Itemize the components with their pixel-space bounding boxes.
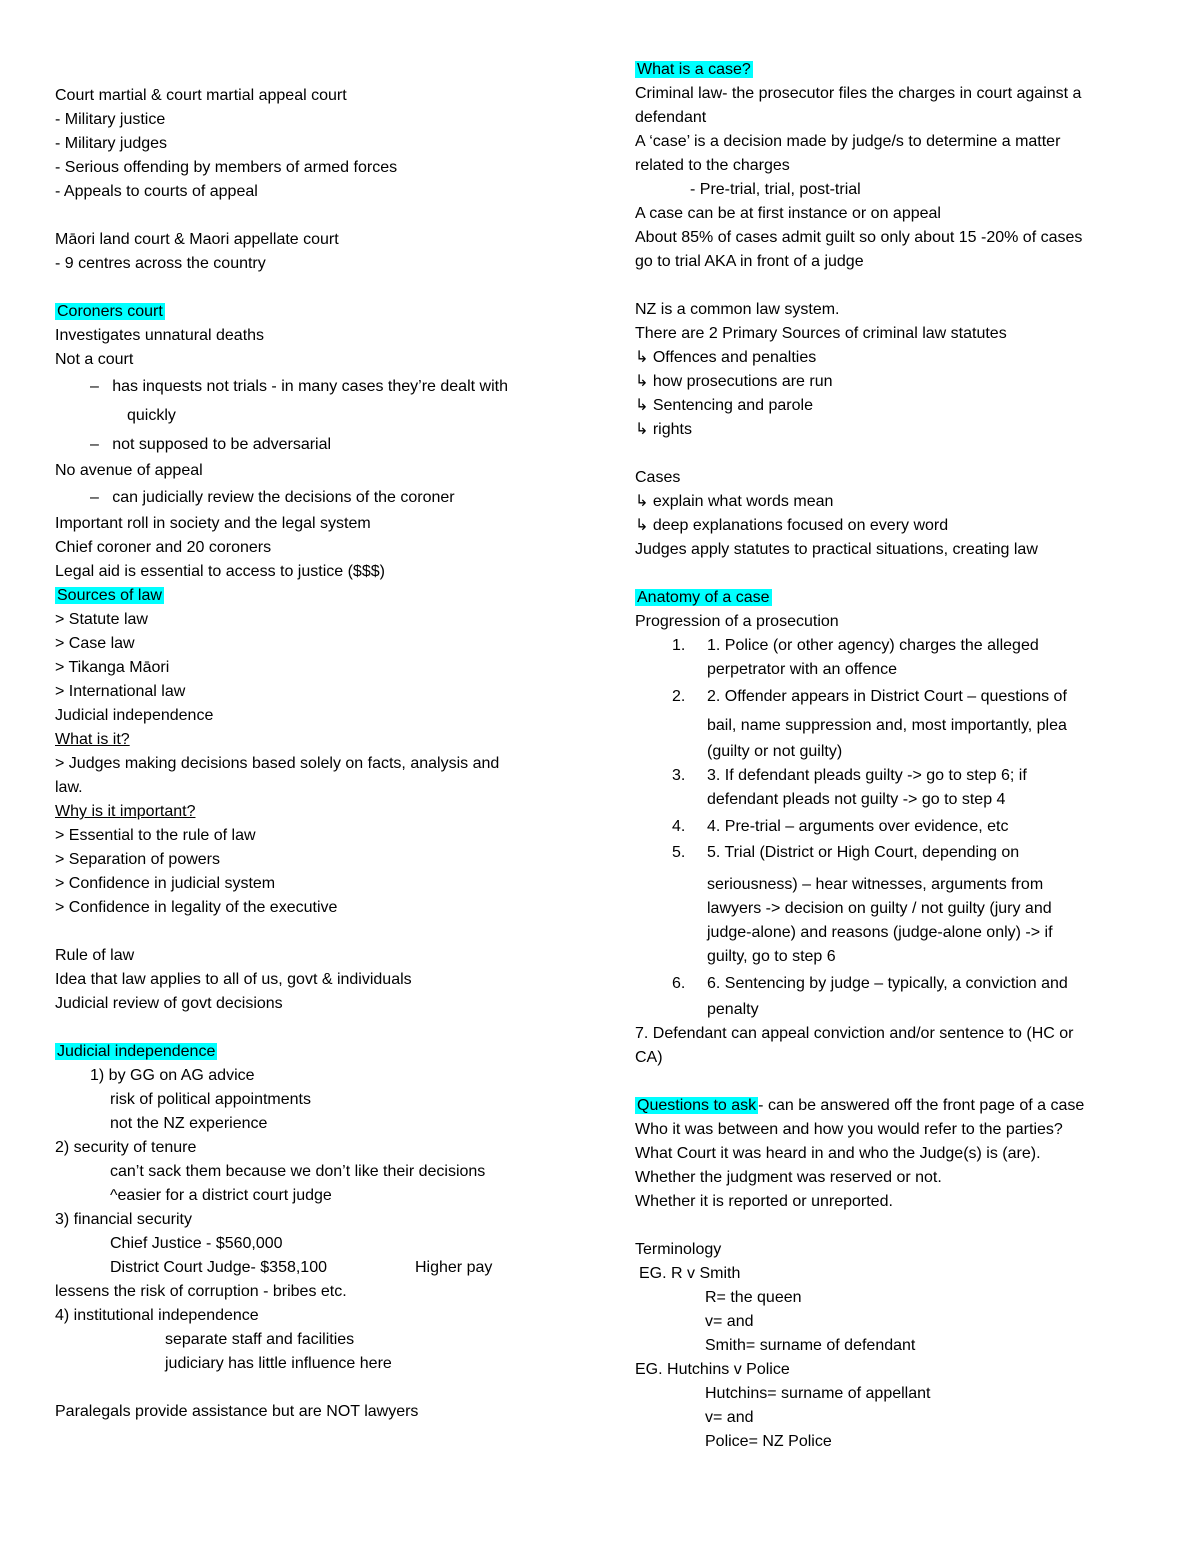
text-line: Judicial independence bbox=[55, 707, 214, 724]
list-item: 4) institutional independence bbox=[55, 1307, 259, 1324]
left-column bbox=[55, 84, 575, 1424]
rule-of-law-title: Rule of law bbox=[55, 947, 135, 964]
step-number: 4. bbox=[672, 818, 686, 835]
questions-line: Questions to ask - can be answered off the front page of a case bbox=[637, 1097, 1085, 1114]
judicial-independence-heading: Judicial independence bbox=[57, 1043, 216, 1060]
anatomy-of-a-case-heading: Anatomy of a case bbox=[637, 589, 770, 606]
step-7: 7. Defendant can appeal conviction and/or sentence to (HC or bbox=[635, 1025, 1074, 1042]
list-item: v= and bbox=[705, 1409, 754, 1426]
right-column bbox=[635, 58, 1165, 1454]
list-item: - Serious offending by members of armed forces bbox=[55, 159, 398, 176]
list-item: Smith= surname of defendant bbox=[705, 1337, 916, 1354]
list-item: ^easier for a district court judge bbox=[110, 1187, 332, 1204]
list-item: - 9 centres across the country bbox=[55, 255, 266, 272]
list-item: Whether the judgment was reserved or not. bbox=[635, 1169, 942, 1186]
text-line: law. bbox=[55, 779, 83, 796]
text-line: Investigates unnatural deaths bbox=[55, 327, 265, 344]
step-4: 4. 4. Pre-trial – arguments over evidence, etc bbox=[635, 812, 1165, 841]
list-item: R= the queen bbox=[705, 1289, 802, 1306]
list-item: What Court it was heard in and who the Judge(s) is (are). bbox=[635, 1145, 1041, 1162]
list-item: Who it was between and how you would refer to the parties? bbox=[635, 1121, 1063, 1138]
text-line: Important roll in society and the legal system bbox=[55, 515, 371, 532]
list-item: ↳ Sentencing and parole bbox=[635, 397, 813, 414]
step-6: 6. 6. Sentencing by judge – typically, a conviction and penalty bbox=[635, 969, 1165, 1022]
list-item: - Military justice bbox=[55, 111, 166, 128]
text-line: Criminal law- the prosecutor files the charges in court against a bbox=[635, 85, 1082, 102]
list-item: risk of political appointments bbox=[110, 1091, 311, 1108]
list-item: > Essential to the rule of law bbox=[55, 827, 256, 844]
list-item: ↳ how prosecutions are run bbox=[635, 373, 833, 390]
text-line: Progression of a prosecution bbox=[635, 613, 839, 630]
list-item: - Appeals to courts of appeal bbox=[55, 183, 258, 200]
step-number: 6. bbox=[672, 975, 686, 992]
list-item: separate staff and facilities bbox=[165, 1331, 355, 1348]
text-line: Not a court bbox=[55, 351, 134, 368]
list-item: - Military judges bbox=[55, 135, 168, 152]
list-item: not the NZ experience bbox=[110, 1115, 268, 1132]
paralegals-note: Paralegals provide assistance but are NOT lawyers bbox=[55, 1403, 419, 1420]
what-is-it-heading: What is it? bbox=[55, 731, 130, 748]
list-item: 3) financial security bbox=[55, 1211, 192, 1228]
list-item: > Statute law bbox=[55, 611, 148, 628]
list-item: ↳ deep explanations focused on every word bbox=[635, 517, 949, 534]
text-line: Idea that law applies to all of us, govt & individuals bbox=[55, 971, 412, 988]
step-3: 3. 3. If defendant pleads guilty -> go to step 6; if defendant pleads not guilty -> go to step 4 bbox=[635, 764, 1165, 812]
maori-land-court-title: Māori land court & Maori appellate court bbox=[55, 231, 339, 248]
list-item: Whether it is reported or unreported. bbox=[635, 1193, 893, 1210]
text-line: related to the charges bbox=[635, 157, 790, 174]
list-item: Hutchins= surname of appellant bbox=[705, 1385, 931, 1402]
text-line: There are 2 Primary Sources of criminal law statutes bbox=[635, 325, 1007, 342]
list-item: ↳ Offences and penalties bbox=[635, 349, 817, 366]
list-item: > Case law bbox=[55, 635, 135, 652]
step-number: 2. bbox=[672, 688, 686, 705]
text-line: NZ is a common law system. bbox=[635, 301, 840, 318]
list-item: – can judicially review the decisions of the coroner bbox=[90, 489, 455, 506]
example-1: EG. R v Smith bbox=[639, 1265, 741, 1282]
sources-of-law-heading: Sources of law bbox=[57, 587, 162, 604]
terminology-title: Terminology bbox=[635, 1241, 722, 1258]
step-number: 5. bbox=[672, 844, 686, 861]
text-line: Legal aid is essential to access to justice ($$$) bbox=[55, 563, 385, 580]
list-item: > Confidence in legality of the executive bbox=[55, 899, 338, 916]
list-item: > Confidence in judicial system bbox=[55, 875, 276, 892]
list-item: - Pre-trial, trial, post-trial bbox=[690, 181, 861, 198]
text-line: go to trial AKA in front of a judge bbox=[635, 253, 864, 270]
list-item: – not supposed to be adversarial bbox=[90, 436, 332, 453]
list-item: Police= NZ Police bbox=[705, 1433, 832, 1450]
text-line: lessens the risk of corruption - bribes etc. bbox=[55, 1283, 347, 1300]
list-item: > International law bbox=[55, 683, 186, 700]
court-martial-title: Court martial & court martial appeal court bbox=[55, 87, 347, 104]
step-1: 1. 1. Police (or other agency) charges the alleged perpetrator with an offence bbox=[635, 634, 1165, 682]
step-5: 5. 5. Trial (District or High Court, depending on seriousness) – hear witnesses, arguments from lawyers -> decision on guilty / not guilty (jury and judge-alone) and reasons (judge-alone only) -> if guilty, go to step 6 bbox=[635, 841, 1165, 969]
coroners-court-heading: Coroners court bbox=[57, 303, 163, 320]
higher-pay-note: Higher pay bbox=[415, 1259, 493, 1276]
cases-title: Cases bbox=[635, 469, 681, 486]
list-item: District Court Judge- $358,100 Higher pay bbox=[110, 1259, 493, 1276]
text-line: A case can be at first instance or on appeal bbox=[635, 205, 941, 222]
text-line: Judicial review of govt decisions bbox=[55, 995, 283, 1012]
list-item: judiciary has little influence here bbox=[165, 1355, 392, 1372]
text-line: > Judges making decisions based solely on facts, analysis and bbox=[55, 755, 500, 772]
list-item: v= and bbox=[705, 1313, 754, 1330]
example-2: EG. Hutchins v Police bbox=[635, 1361, 790, 1378]
text-line: Chief coroner and 20 coroners bbox=[55, 539, 272, 556]
list-item: can’t sack them because we don’t like their decisions bbox=[110, 1163, 486, 1180]
why-important-heading: Why is it important? bbox=[55, 803, 196, 820]
what-is-a-case-heading: What is a case? bbox=[637, 61, 751, 78]
list-item: 1) by GG on AG advice bbox=[90, 1067, 255, 1084]
text-line: About 85% of cases admit guilt so only about 15 -20% of cases bbox=[635, 229, 1083, 246]
text-line: A ‘case’ is a decision made by judge/s to determine a matter bbox=[635, 133, 1061, 150]
list-item: Chief Justice - $560,000 bbox=[110, 1235, 283, 1252]
step-7-continuation: CA) bbox=[635, 1049, 663, 1066]
list-item: 2) security of tenure bbox=[55, 1139, 197, 1156]
list-item: ↳ explain what words mean bbox=[635, 493, 834, 510]
text-line: defendant bbox=[635, 109, 707, 126]
list-item: – has inquests not trials - in many cases they’re dealt with bbox=[90, 378, 508, 395]
list-item: > Separation of powers bbox=[55, 851, 220, 868]
list-item: ↳ rights bbox=[635, 421, 692, 438]
list-item: > Tikanga Māori bbox=[55, 659, 170, 676]
list-item-continuation: quickly bbox=[127, 407, 176, 424]
step-number: 1. bbox=[672, 637, 686, 654]
text-line: No avenue of appeal bbox=[55, 462, 203, 479]
step-number: 3. bbox=[672, 767, 686, 784]
text-line: Judges apply statutes to practical situations, creating law bbox=[635, 541, 1038, 558]
questions-to-ask-heading: Questions to ask bbox=[637, 1097, 757, 1114]
step-2: 2. 2. Offender appears in District Court – questions of bail, name suppression and, most importantly, plea (guilty or not guilty) bbox=[635, 682, 1165, 764]
